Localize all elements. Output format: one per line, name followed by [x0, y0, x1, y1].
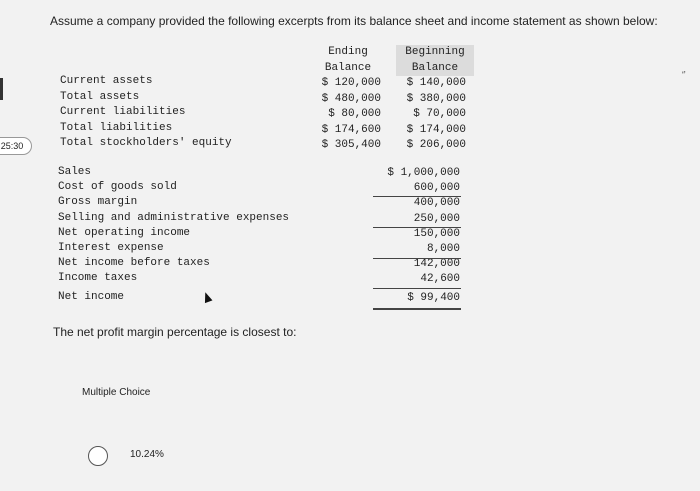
table-row-label: Total liabilities [60, 121, 173, 134]
income-value: 250,000 [413, 212, 460, 225]
income-value: 150,000 [413, 227, 460, 240]
timer-badge: 25:30 [0, 137, 32, 155]
income-value: 600,000 [413, 182, 460, 195]
ending-balance-values [316, 76, 381, 154]
income-value: 8,000 [426, 242, 460, 255]
ending-value: $ 174,600 [321, 123, 381, 136]
question-text: The net profit margin percentage is closest to: [53, 325, 297, 339]
income-statement-labels [58, 165, 289, 305]
table-row-label: Sales [58, 166, 92, 178]
ending-value: $ 80,000 [328, 108, 381, 120]
corner-mark: 'ʼ [682, 70, 686, 80]
income-value: 142,000 [413, 258, 460, 271]
table-row-label: Interest expense [58, 241, 164, 254]
ending-value: $ 120,000 [321, 77, 381, 89]
left-edge-bar [0, 78, 3, 100]
beginning-value: $ 380,000 [406, 92, 466, 105]
income-value: $ 1,000,000 [387, 167, 460, 179]
option-radio-1[interactable] [88, 446, 108, 466]
underline-interest [373, 258, 461, 259]
beginning-value: $ 174,000 [406, 123, 466, 136]
header-beginning-line1: Beginning [405, 46, 465, 58]
income-value: 42,600 [420, 273, 460, 286]
beginning-balance-values [398, 76, 466, 154]
table-row-label: Selling and administrative expenses [58, 211, 290, 224]
underline-taxes [373, 288, 461, 289]
table-row-label: Current liabilities [60, 106, 186, 118]
header-ending-balance [317, 45, 379, 76]
header-beginning-balance [396, 45, 474, 76]
balance-sheet-labels [60, 74, 232, 152]
underline-cogs [373, 196, 461, 197]
table-row-label: Gross margin [58, 196, 138, 209]
intro-text: Assume a company provided the following excerpts from its balance sheet and income statement as shown below: [50, 14, 658, 28]
ending-value: $ 480,000 [321, 92, 381, 105]
header-beginning-line2: Balance [411, 61, 459, 74]
income-statement-values [372, 166, 460, 306]
ending-value: $ 305,400 [321, 139, 381, 151]
beginning-value: $ 140,000 [406, 77, 466, 89]
header-ending-line2: Balance [324, 61, 372, 74]
table-row-label: Net income [58, 290, 125, 303]
double-underline-net-income [373, 308, 461, 310]
table-row-label: Net income before taxes [58, 257, 210, 270]
header-ending-line1: Ending [328, 46, 368, 58]
beginning-value: $ 70,000 [413, 108, 466, 120]
underline-selling [373, 227, 461, 228]
income-value: 400,000 [413, 197, 460, 210]
table-row-label: Income taxes [58, 272, 138, 285]
table-row-label: Total assets [60, 90, 140, 103]
beginning-value: $ 206,000 [406, 139, 466, 151]
multiple-choice-label: Multiple Choice [82, 387, 151, 398]
table-row-label: Current assets [60, 75, 153, 87]
option-text-1[interactable]: 10.24% [130, 449, 164, 460]
table-row-label: Cost of goods sold [58, 181, 177, 194]
table-row-label: Net operating income [58, 226, 191, 239]
income-value: $ 99,400 [407, 291, 460, 304]
table-row-label: Total stockholders' equity [60, 137, 232, 149]
